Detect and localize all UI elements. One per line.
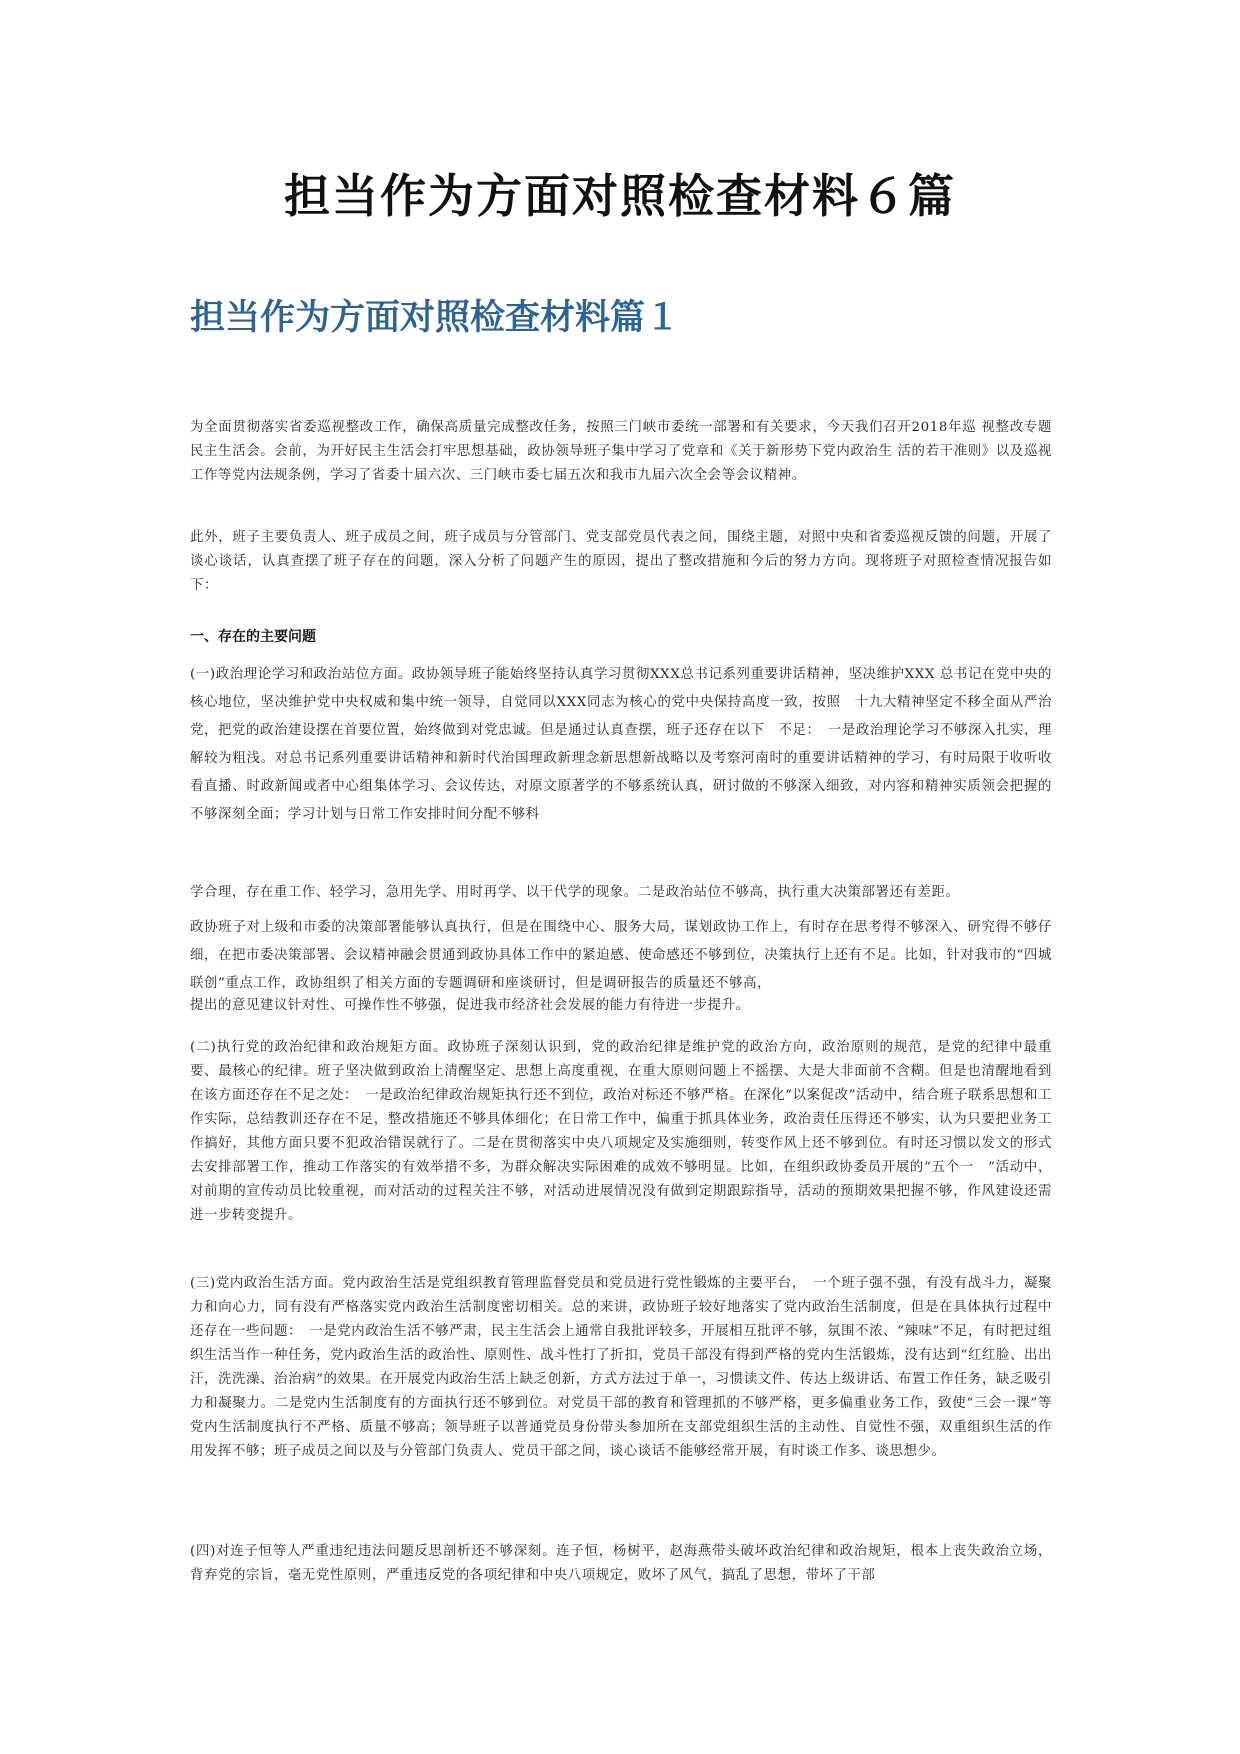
problem-paragraph-4: (四)对连子恒等人严重违纪违法问题反思剖析还不够深刻。连子恒，杨树平，赵海燕带头破坏政治纪律和政治规矩，根本上丧失政治立场，背弃党的宗旨，毫无党性原则，严重违反党的各项纪律和中央八项规定，败坏了风气，搞乱了思想，带坏了干部: [190, 1544, 1052, 1583]
intro-paragraph-2: 此外，班子主要负责人、班子成员之间，班子成员与分管部门、党支部党员代表之间，围绕主题，对照中央和省委巡视反馈的问题，开展了谈心谈话，认真查摆了班子存在的问题，深入分析了问题产生的原因，提出了整改措施和今后的努力方向。现将班子对照检查情况报告如下：: [190, 530, 1052, 593]
intro-paragraph-1: 为全面贯彻落实省委巡视整改工作，确保高质量完成整改任务，按照三门峡市委统一部署和有关要求，今天我们召开2018年巡 视整改专题民主生活会。会前，为开好民主生活会打牢思想基础，政协领导班子集中学习了党章和《关于新形势下党内政治生 活的若干准则》以及巡视工作等党内法规条例，学习了省委十届六次、三门峡市委七届五次和我市九届六次全会等会议精神。: [190, 420, 1052, 483]
subheading: 一、存在的主要问题: [190, 629, 316, 645]
problem-paragraph-1-cont-2: 政协班子对上级和市委的决策部署能够认真执行，但是在围绕中心、服务大局，谋划政协工作上，有时存在思考得不够深入、研究得不够仔细，在把市委决策部署、会议精神融会贯通到政协具体工作中的紧迫感、使命感还不够到位，决策执行上还有不足。比如，针对我市的“四城联创”重点工作，政协组织了相关方面的专题调研和座谈研讨，但是调研报告的质量还不够高，: [190, 920, 1052, 991]
problem-paragraph-1-cont: 学合理，存在重工作、轻学习，急用先学、用时再学、以干代学的现象。二是政治站位不够高，执行重大决策部署还有差距。: [190, 885, 960, 900]
problem-paragraph-3: (三)党内政治生活方面。党内政治生活是党组织教育管理监督党员和党员进行党性锻炼的主要平台， 一个班子强不强，有没有战斗力，凝聚力和向心力，同有没有严格落实党内政治生活制度密切相关。总的来讲，政协班子较好地落实了党内政治生活制度，但是在具体执行过程中还存在一些问题： 一是党内政治生活不够严肃，民主生活会上通常自我批评较多，开展相互批评不够，氛围不浓、“辣味”不足，有时把过组织生活当作一种任务，党内政治生活的政治性、原则性、战斗性打了折扣，党员干部没有得到严格的党内生活锻炼，没有达到“红红脸、出出汗，洗洗澡、治治病”的效果。在开展党内政治生活上缺乏创新，方式方法过于单一，习惯读文件、传达上级讲话、布置工作任务，缺乏吸引力和凝聚力。二是党内生活制度有的方面执行还不够到位。对党员干部的教育和管理抓的不够严格，更多偏重业务工作，致使“三会一课”等党内生活制度执行不严格、质量不够高；领导班子以普通党员身份带头参加所在支部党组织生活的主动性、自觉性不强，双重组织生活的作用发挥不够；班子成员之间以及与分管部门负责人、党员干部之间，谈心谈话不能够经常开展，有时谈工作多、谈思想少。: [190, 1276, 1052, 1459]
problem-paragraph-1: (一)政治理论学习和政治站位方面。政协领导班子能始终坚持认真学习贯彻XXX总书记系列重要讲话精神，坚决维护XXX 总书记在党中央的核心地位，坚决维护党中央权威和集中统一领导，自觉同以XXX同志为核心的党中央保持高度一致，按照 十九大精神坚定不移全面从严治党，把党的政治建设摆在首要位置，始终做到对党忠诚。但是通过认真查摆，班子还存在以下 不足： 一是政治理论学习不够深入扎实，理解较为粗浅。对总书记系列重要讲话精神和新时代治国理政新理念新思想新战略以及考察河南时的重要讲话精神的学习，有时局限于收听收看直播、时政新闻或者中心组集体学习、会议传达，对原文原著学的不够系统认真，研讨做的不够深入细致，对内容和精神实质领会把握的不够深刻全面；学习计划与日常工作安排时间分配不够科: [190, 667, 1052, 822]
problem-paragraph-2: (二)执行党的政治纪律和政治规矩方面。政协班子深刻认识到，党的政治纪律是维护党的政治方向，政治原则的规范，是党的纪律中最重要、最核心的纪律。班子坚决做到政治上清醒坚定、思想上高度重视，在重大原则问题上不摇摆、大是大非面前不含糊。但是也清醒地看到在该方面还存在不足之处： 一是政治纪律政治规矩执行还不到位，政治对标还不够严格。在深化“以案促改”活动中，结合班子联系思想和工作实际，总结教训还存在不足，整改措施还不够具体细化；在日常工作中，偏重于抓具体业务，政治责任压得还不够实，认为只要把业务工作搞好，其他方面只要不犯政治错误就行了。二是在贯彻落实中央八项规定及实施细则，转变作风上还不够到位。有时还习惯以发文的形式去安排部署工作，推动工作落实的有效举措不多，为群众解决实际困难的成效不够明显。比如，在组织政协委员开展的“五个一 ”活动中，对前期的宣传动员比较重视，而对活动的过程关注不够，对活动进展情况没有做到定期跟踪指导，活动的预期效果把握不够，作风建设还需进一步转变提升。: [190, 1040, 1052, 1223]
section-title: 担当作为方面对照检查材料篇１: [190, 298, 681, 338]
problem-paragraph-1-end: 提出的意见建议针对性、可操作性不够强，促进我市经济社会发展的能力有待进一步提升。: [190, 998, 750, 1013]
document-title: 担当作为方面对照检查材料６篇: [284, 169, 956, 223]
